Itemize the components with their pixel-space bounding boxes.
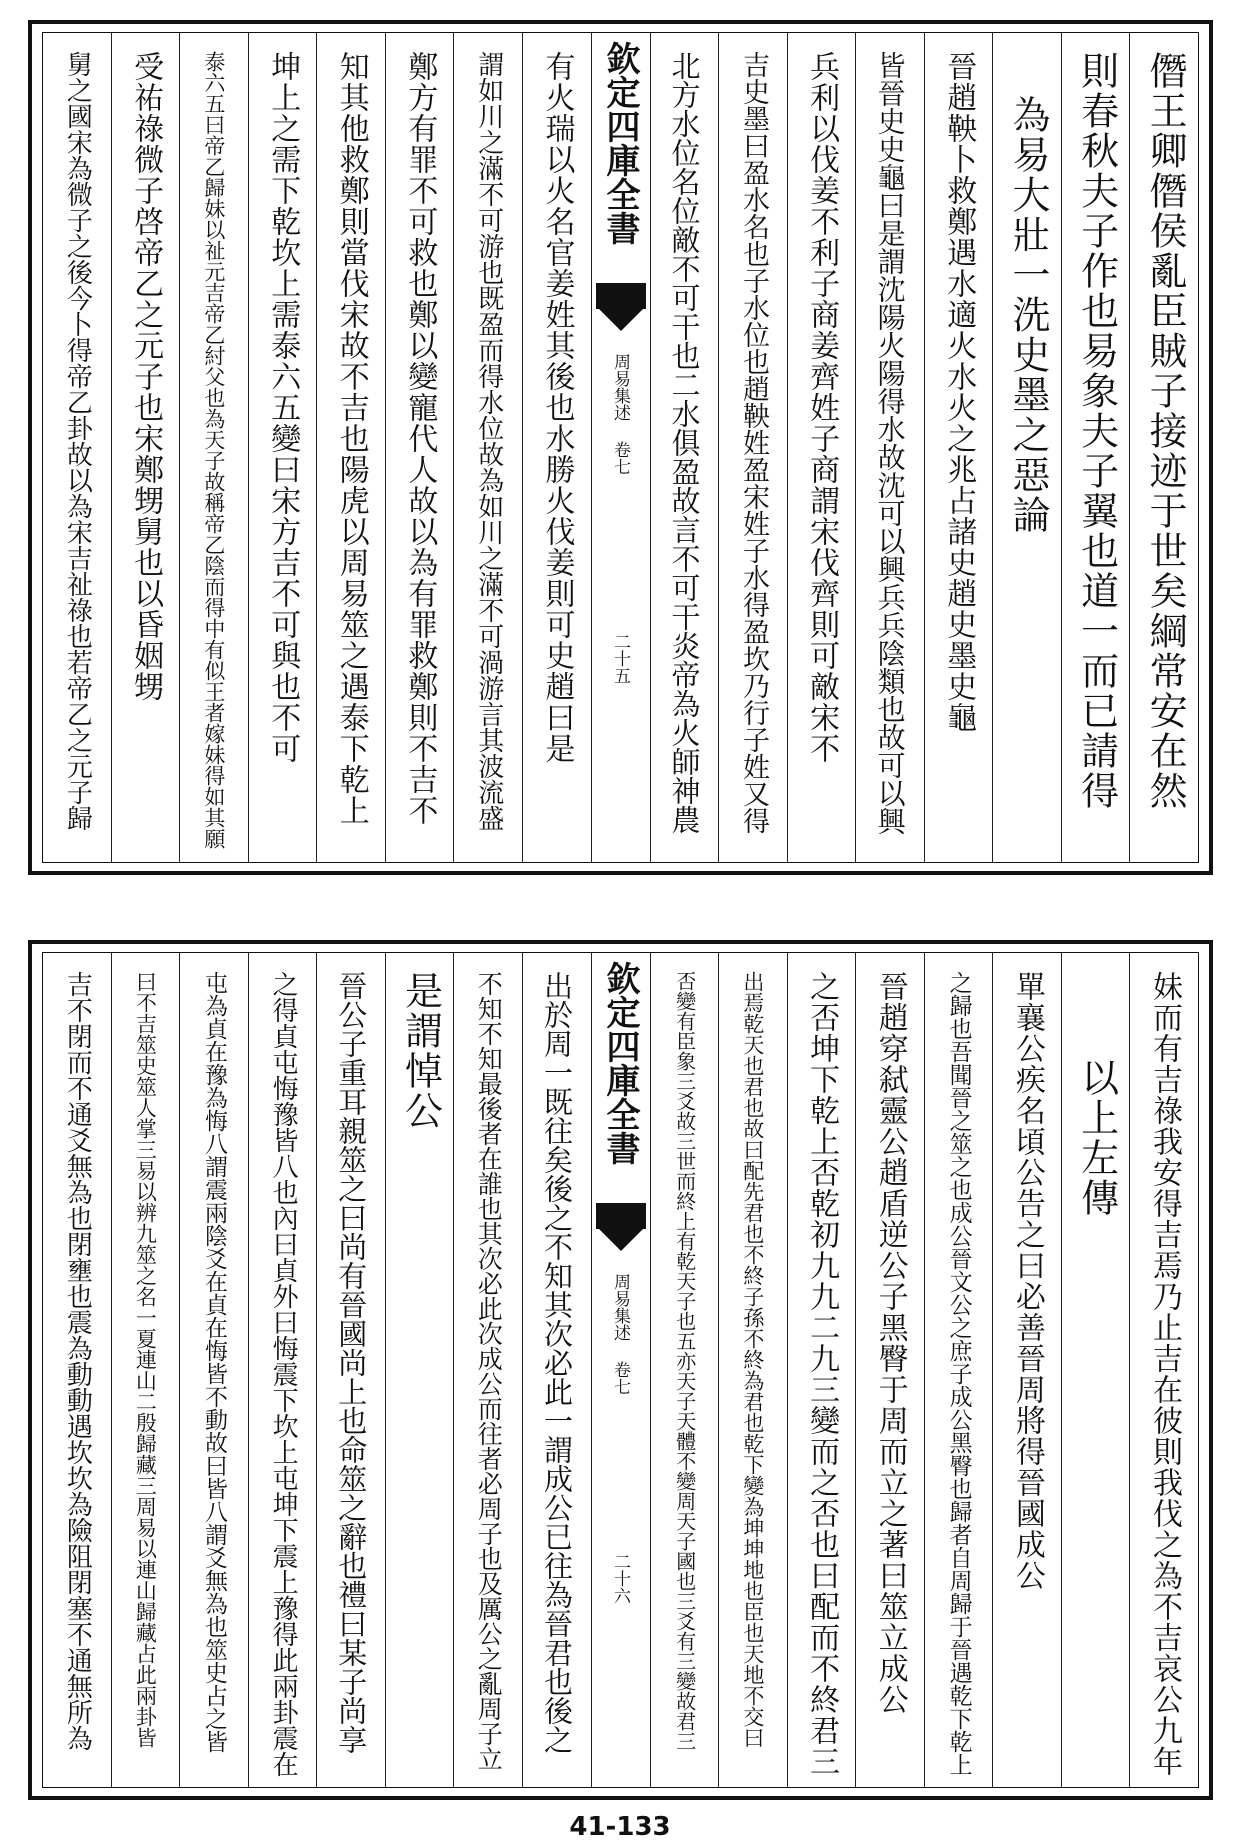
center-fold [591,33,650,862]
book-title: 周易集述 [610,1273,630,1341]
volume-label: 卷七 [610,1361,630,1395]
text-column [787,953,856,1787]
column-text: 為易大壯一洗史墨之惡論 [1006,95,1051,535]
column-text: 晉公子重耳親筮之曰尚有晉國尚上也命筮之辭也禮曰某子尚享 [334,971,369,1754]
column-text: 屯為貞在豫為悔八謂震兩陰爻在貞在悔皆不動故曰皆八謂爻無為也筮史占之皆 [200,971,227,1753]
page-reference: 41-133 [569,1812,671,1842]
column-text: 鄭方有罪不可救也鄭以變寵代人故以為有罪救鄭則不吉不 [402,51,438,826]
column-text: 出焉乾天也君也故曰配先君也不終子孫不終為君也乾下變為坤坤地也臣也天地不交曰 [740,971,765,1748]
book-info [608,1273,633,1395]
text-column [1129,33,1198,862]
top-page-frame [42,32,1199,863]
text-column [385,33,454,862]
text-column [992,953,1061,1787]
text-column [522,953,591,1787]
collection-title: 欽定四庫全書 [600,41,640,245]
text-column [787,33,856,862]
column-text: 謂如川之滿不可游也既盈而得水位故為如川之滿不可渦游言其波流盛 [473,51,504,831]
folio-number: 二十五 [610,633,630,684]
text-column [453,953,522,1787]
text-column [385,953,454,1787]
text-column [453,33,522,862]
collection-title: 欽定四庫全書 [600,961,640,1165]
fish-tail-bar [596,283,646,309]
text-column [718,33,787,862]
column-text: 知其他救鄭則當伐宋故不吉也陽虎以周易筮之遇泰下乾上 [333,51,369,826]
column-text: 受祐祿微子啓帝乙之元子也宋鄭甥舅也以昏姻甥 [128,51,164,702]
column-text: 僭王卿僭侯亂臣賊子接迹于世矣綱常安在然 [1143,51,1188,811]
column-text: 以上左傳 [1074,1058,1119,1218]
text-column [1061,33,1130,862]
column-text: 吉史墨曰盈水名也子水位也趙鞅姓盈宋姓子水得盈坎乃行子姓又得 [738,51,770,834]
bottom-page-frame [42,952,1199,1788]
fish-tail-mark [599,309,643,331]
text-column [179,33,248,862]
column-text: 則春秋夫子作也易象夫子翼也道一而已請得 [1074,51,1119,811]
text-column [1129,953,1198,1787]
text-column [718,953,787,1787]
text-column [855,33,924,862]
text-column [855,953,924,1787]
column-text: 出於周一既往矣後之不知其次必此一謂成公已往為晉君也後之 [539,971,574,1754]
text-column [316,33,385,862]
text-column [650,953,719,1787]
text-column [992,33,1061,862]
column-text: 單襄公疾名頃公告之曰必善晉周將得晉國成公 [1009,971,1045,1591]
column-text: 是謂悼公 [398,971,443,1131]
text-column [650,33,719,862]
column-text: 兵利以伐姜不利子商姜齊姓子商謂宋伐齊則可敵宋不 [804,51,840,764]
top-page [28,20,1213,875]
column-text: 晉趙穿弑靈公趙盾逆公子黑臀于周而立之著曰筮立成公 [872,971,908,1715]
text-column [522,33,591,862]
bottom-page [28,940,1213,1800]
folio-number: 二十六 [610,1553,630,1604]
fish-tail-bar [596,1203,646,1229]
text-column [43,33,111,862]
column-text: 吉不閉而不通爻無為也閉壅也震為動動遇坎坎為險阻閉塞不通無所為 [62,971,93,1751]
column-text: 不知不知最後者在誰也其次必此次成公而往者必周子也及厲公之亂周子立 [474,971,504,1771]
text-column [1061,953,1130,1787]
column-text: 泰六五曰帝乙歸妹以祉元吉帝乙紂父也為天子故稱帝乙陰而得中有似王者嫁妹得如其願 [201,51,226,849]
column-text: 有火瑞以火名官姜姓其後也水勝火伐姜則可史趙曰是 [539,51,575,764]
text-column [248,953,317,1787]
text-column [111,953,180,1787]
book-info [608,353,633,475]
fish-tail-mark [599,1229,643,1251]
text-column [924,953,993,1787]
column-text: 之得貞屯悔豫皆八也內曰貞外曰悔震下坎上屯坤下震上豫得此兩卦震在 [268,971,299,1777]
column-text: 之否坤下乾上否乾初九九二九三變而之否也曰配而不終君三 [804,971,840,1777]
column-text: 坤上之需下乾坎上需泰六五變曰宋方吉不可與也不可 [265,51,301,764]
column-text: 之歸也吾聞晉之筮之也成公晉文公之庶子成公黑臀也歸者自周歸于晉遇乾下乾上 [945,971,972,1776]
text-column [111,33,180,862]
column-text: 皆晉史史龜曰是謂沈陽火陽得水故沈可以興兵兵陰類也故可以興 [873,51,907,835]
text-column [316,953,385,1787]
text-column [248,33,317,862]
column-text: 曰不吉筮史筮人掌三易以辨九筮之名一夏連山二殷歸藏三周易以連山歸藏占此兩卦皆 [133,971,158,1748]
column-text: 北方水位名位敵不可干也二水俱盈故言不可干炎帝為火師神農 [667,51,702,834]
volume-label: 卷七 [610,441,630,475]
text-column [43,953,111,1787]
book-title: 周易集述 [610,353,630,421]
column-text: 否變有臣象三爻故三世而終上有乾天子也五亦天子天體不變周天子國也三爻有三變故君三 [672,971,697,1751]
text-column [179,953,248,1787]
center-fold [591,953,650,1787]
column-text: 舅之國宋為微子之後今卜得帝乙卦故以為宋吉祉祿也若帝乙之元子歸 [62,51,93,831]
column-text: 妹而有吉祿我安得吉焉乃止吉在彼則我伐之為不吉哀公九年 [1146,971,1182,1777]
column-text: 晉趙鞅卜救鄭遇水適火水火之兆占諸史趙史墨史龜 [941,51,977,733]
text-column [924,33,993,862]
